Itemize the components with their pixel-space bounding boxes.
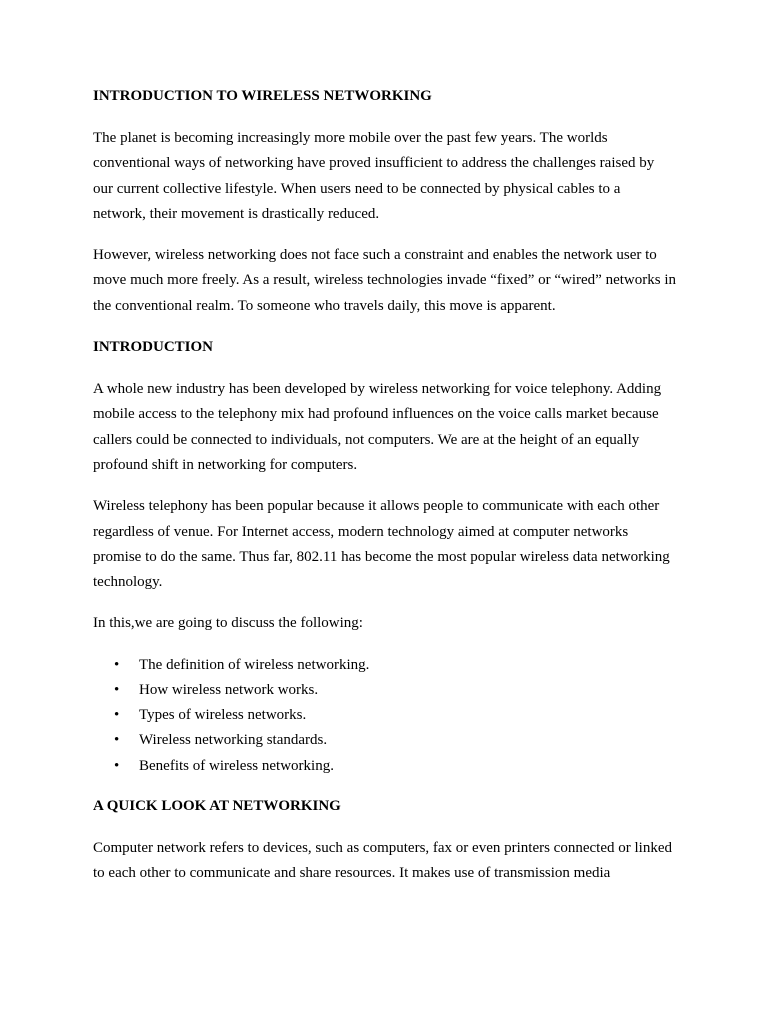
list-item-text: The definition of wireless networking. [139,656,370,673]
introduction-paragraph-3: In this,we are going to discuss the following: [93,615,363,632]
quick-look-paragraph-1: Computer network refers to devices, such as computers, fax or even printers connected or linked to each other to communicate and share resources. It makes use of transmission media [93,839,672,882]
list-item [93,653,676,678]
introduction-paragraph-1: A whole new industry has been developed by wireless networking for voice telephony. Adding mobile access to the telephony mix had profound influences on the voice calls market because callers could be connected to individuals, not computers. We are at the height of an equally profound shift in networking for computers. [93,381,662,473]
list-item-text: Wireless networking standards. [139,732,328,749]
section-heading-introduction: INTRODUCTION [93,339,214,356]
bullet-icon: • [114,707,120,724]
section-heading-quick-look: A QUICK LOOK AT NETWORKING [93,797,341,814]
topics-bullet-list [93,653,676,779]
list-item-text: Types of wireless networks. [139,707,307,724]
list-item [93,728,676,753]
list-item [93,754,676,779]
list-item [93,703,676,728]
introduction-paragraph-2: Wireless telephony has been popular because it allows people to communicate with each other regardless of venue. For Internet access, modern technology aimed at computer networks promise to do the same. Thus far, 802.11 has become the most popular wireless data networking technology. [93,498,670,591]
bullet-icon: • [114,656,120,673]
document-title: INTRODUCTION TO WIRELESS NETWORKING [93,88,432,104]
list-item-text: How wireless network works. [139,681,319,698]
list-item-text: Benefits of wireless networking. [139,757,334,774]
intro-paragraph-2: However, wireless networking does not face such a constraint and enables the network user to move much more freely. As a result, wireless technologies invade “fixed” or “wired” networks in the conventional realm. To someone who travels daily, this move is apparent. [93,247,677,314]
list-item [93,678,676,703]
bullet-icon: • [114,757,120,774]
bullet-icon: • [114,732,120,749]
bullet-icon: • [114,681,120,698]
intro-paragraph-1: The planet is becoming increasingly more mobile over the past few years. The worlds conventional ways of networking have proved insufficient to address the challenges raised by our current collective lifestyle. When users need to be connected by physical cables to a network, their movement is drastically reduced. [93,130,655,222]
